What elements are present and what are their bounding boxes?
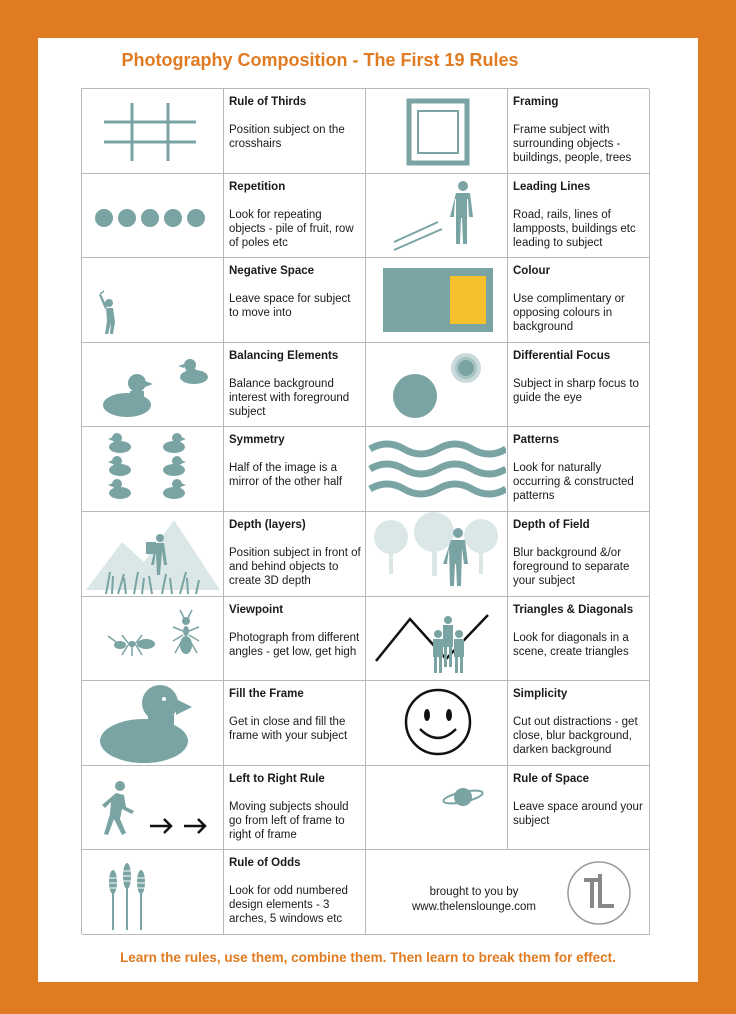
rule-viewpoint <box>224 597 366 682</box>
rule-title: Repetition <box>229 180 286 193</box>
rule-title: Differential Focus <box>513 349 611 362</box>
rule-negative-space <box>224 258 366 343</box>
footer-tagline: Learn the rules, use them, combine them. Then learn to break them for effect. <box>120 950 616 965</box>
person-lines-icon <box>366 174 508 259</box>
rule-symmetry <box>224 427 366 512</box>
rule-title: Triangles & Diagonals <box>513 603 634 616</box>
rule-title: Rule of Thirds <box>229 96 307 108</box>
rule-title: Simplicity <box>513 688 568 701</box>
rule-title: Leading Lines <box>513 180 591 193</box>
hiker-mountains-icon <box>82 512 224 597</box>
rule-patterns <box>508 427 650 512</box>
rule-depth-of-field <box>508 512 650 597</box>
rule-title: Balancing Elements <box>229 349 339 362</box>
rule-desc: Look for repeating objects - pile of fruit, row of poles etc <box>229 208 354 249</box>
credit-box <box>366 850 650 935</box>
rule-desc: Look for naturally occurring & constructed patterns <box>513 462 634 503</box>
rule-desc: Position subject on the crosshairs <box>229 124 345 150</box>
rule-title: Rule of Space <box>513 772 590 785</box>
rule-title: Rule of Odds <box>229 857 301 870</box>
colour-blocks-icon <box>366 258 508 343</box>
wheat-icon <box>82 850 224 935</box>
rule-rule-of-space <box>508 766 650 851</box>
runner-arrows-icon <box>82 766 224 851</box>
rule-depth-layers <box>224 512 366 597</box>
rule-desc: Blur background &/or foreground to separate your subject <box>513 546 630 587</box>
rule-desc: Position subject in front of and behind objects to create 3D depth <box>229 546 361 587</box>
rule-title: Left to Right Rule <box>229 772 325 785</box>
rule-title: Depth of Field <box>513 518 590 531</box>
rule-desc: Photograph from different angles - get low, get high <box>229 631 360 658</box>
rule-repetition <box>224 174 366 259</box>
rule-title: Fill the Frame <box>229 688 304 701</box>
smiley-icon <box>366 681 508 766</box>
rule-desc: Get in close and fill the frame with your subject <box>229 716 348 743</box>
rule-leading-lines <box>508 174 650 259</box>
big-duck-icon <box>82 681 224 766</box>
planet-icon <box>366 766 508 851</box>
rule-title: Symmetry <box>229 434 285 447</box>
rules-grid <box>81 88 649 934</box>
rule-rule-of-thirds <box>224 89 366 174</box>
two-ducks-icon <box>82 343 224 428</box>
rule-desc: Balance background interest with foreground subject <box>229 377 350 418</box>
duck-columns-icon <box>82 427 224 512</box>
golfer-icon <box>82 258 224 343</box>
person-trees-icon <box>366 512 508 597</box>
credit-line-1: brought to you by <box>429 886 519 899</box>
page-title: Photography Composition - The First 19 Rules <box>121 50 519 70</box>
rule-desc: Leave space for subject to move into <box>229 293 351 320</box>
rule-desc: Half of the image is a mirror of the other half <box>229 462 343 489</box>
rule-balancing-elements <box>224 343 366 428</box>
rule-desc: Road, rails, lines of lampposts, buildings etc leading to subject <box>513 208 636 249</box>
dots-icon <box>82 174 224 259</box>
credit-text <box>374 885 574 915</box>
rule-desc: Look for odd numbered design elements - 3 arches, 5 windows etc <box>229 885 348 926</box>
website-link[interactable]: www.thelenslounge.com <box>411 901 536 914</box>
waves-icon <box>366 427 508 512</box>
rule-triangles-diagonals <box>508 597 650 682</box>
rule-desc: Frame subject with surrounding objects - buildings, people, trees <box>513 124 632 164</box>
rule-rule-of-odds <box>224 850 366 935</box>
rule-desc: Moving subjects should go from left of frame to right of frame <box>229 800 349 841</box>
frame-icon <box>366 89 508 174</box>
rule-desc: Subject in sharp focus to guide the eye <box>513 377 639 404</box>
rule-title: Viewpoint <box>229 603 284 616</box>
rule-desc: Look for diagonals in a scene, create triangles <box>513 631 629 658</box>
grid-icon <box>82 89 224 174</box>
rule-differential-focus <box>508 343 650 428</box>
rule-simplicity <box>508 681 650 766</box>
rule-colour <box>508 258 650 343</box>
rule-title: Depth (layers) <box>229 518 306 531</box>
triangle-people-icon <box>366 597 508 682</box>
rule-title: Negative Space <box>229 265 315 278</box>
circles-icon <box>366 343 508 428</box>
rule-title: Colour <box>513 265 551 278</box>
rule-desc: Leave space around your subject <box>513 800 643 827</box>
ants-icon <box>82 597 224 682</box>
rule-left-to-right <box>224 766 366 851</box>
rule-desc: Use complimentary or opposing colours in background <box>513 293 625 334</box>
tl-lounge-logo <box>566 860 632 926</box>
rule-framing <box>508 89 650 174</box>
rule-title: Framing <box>513 96 559 108</box>
rule-desc: Cut out distractions - get close, blur background, darken background <box>513 716 638 757</box>
poster <box>38 38 698 982</box>
rule-fill-the-frame <box>224 681 366 766</box>
rule-title: Patterns <box>513 434 560 447</box>
